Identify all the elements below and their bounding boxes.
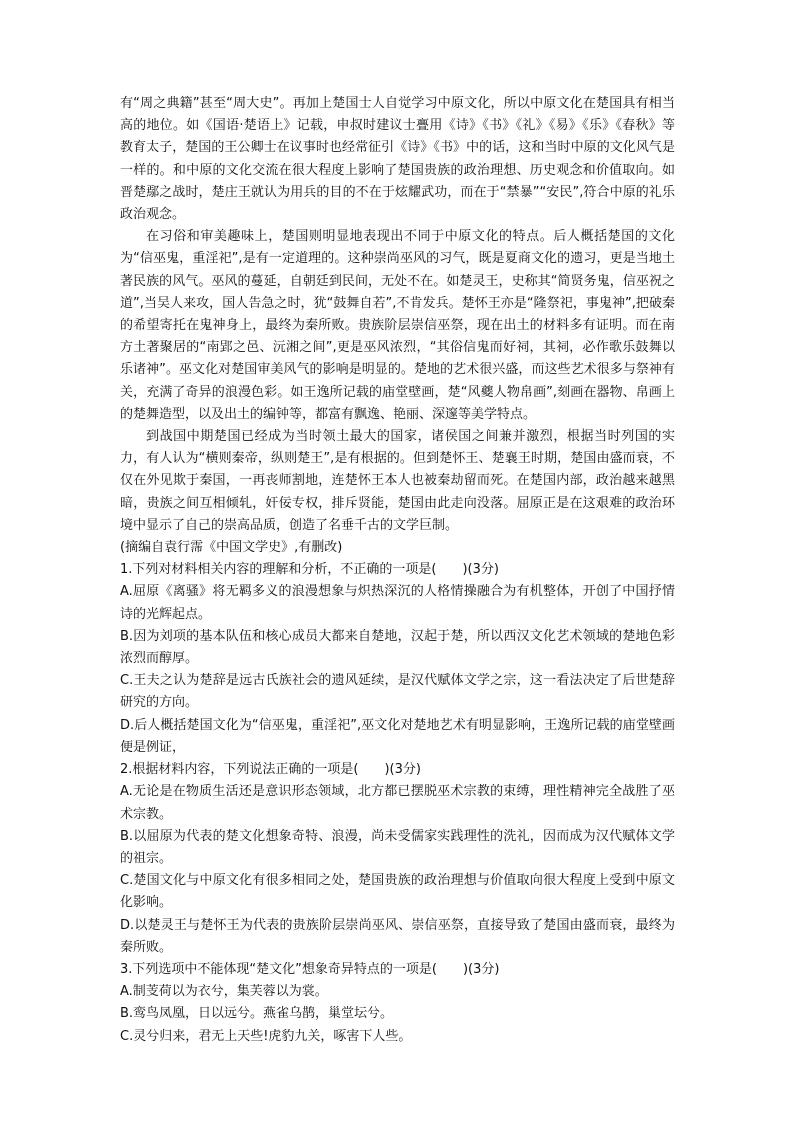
passage-paragraph-3: 到战国中期楚国已经成为当时领土最大的国家，诸侯国之间兼并激烈，根据当时列国的实力，有人认为“横则秦帝，纵则楚王”,是有根据的。但到楚怀王、楚襄王时期，楚国由盛而衰，不仅在外见欺于秦国，一再丧师割地，连楚怀王本人也被秦劫留而死。在楚国内部，政治越来越黑暗，贵族之间互相倾轧，奸佞专权，排斥贤能，楚国由此走向没落。屈原正是在这艰难的政治环境中显示了自己的崇高品质，创造了名垂千古的文学巨制。 (120, 429, 675, 533)
question-1-option-a: A.屈原《离骚》将无羁多义的浪漫想象与炽热深沉的人格情操融合为有机整体，开创了中国抒情诗的光辉起点。 (120, 584, 675, 622)
question-3-stem: 3.下列选项中不能体现“楚文化”想象奇异特点的一项是( )(3分) (120, 961, 500, 977)
question-2-option-d: D.以楚灵王与楚怀王为代表的贵族阶层崇尚巫风、崇信巫祭，直接导致了楚国由盛而衰，最终为秦所败。 (120, 917, 675, 955)
question-3-option-a: A.制芰荷以为衣兮，集芙蓉以为裳。 (120, 984, 328, 1000)
question-3-option-b: B.鸾鸟凤凰，日以远兮。燕雀乌鹊，巢堂坛兮。 (120, 1006, 394, 1022)
question-1-option-c: C.王夫之认为楚辞是远古氏族社会的遗风延续，是汉代赋体文学之宗，这一看法决定了后世楚辞研究的方向。 (120, 673, 675, 711)
passage-paragraph-1: 有“周之典籍”甚至“周大史”。再加上楚国士人自觉学习中原文化，所以中原文化在楚国具有相当高的地位。如《国语·楚语上》记载，申叔时建议士亹用《诗》《书》《礼》《易》《乐》《春秋》等教育太子，楚国的王公卿士在议事时也经常征引《诗》《书》中的话，这和当时中原的文化风气是一样的。和中原的文化交流在很大程度上影响了楚国贵族的政治理想、历史观念和价值取向。如晋楚鄢之战时，楚庄王就认为用兵的目的不在于炫耀武功，而在于“禁暴”“安民”,符合中原的礼乐政治观念。 (120, 96, 675, 223)
question-1-option-d: D.后人概括楚国文化为“信巫鬼，重淫祀”,巫文化对楚地艺术有明显影响，王逸所记载的庙堂壁画便是例证， (120, 717, 675, 755)
question-2-stem: 2.根据材料内容，下列说法正确的一项是( )(3分) (120, 762, 421, 778)
document-page (120, 93, 675, 1048)
question-1-option-b: B.因为刘项的基本队伍和核心成员大都来自楚地，汉起于楚，所以西汉文化艺术领域的楚地色彩浓烈而醇厚。 (120, 628, 675, 667)
question-2-option-a: A.无论是在物质生活还是意识形态领域，北方都已摆脱巫术宗教的束缚，理性精神完全战胜了巫术宗教。 (120, 784, 675, 822)
question-3-option-c: C.灵兮归来，君无上天些!虎豹九关，啄害下人些。 (120, 1028, 412, 1044)
question-2-option-b: B.以屈原为代表的楚文化想象奇特、浪漫，尚未受儒家实践理性的洗礼，因而成为汉代赋体文学的祖宗。 (120, 828, 675, 866)
passage-source: (摘编自袁行霈《中国文学史》,有删改) (120, 540, 343, 556)
passage-paragraph-2: 在习俗和审美趣味上，楚国则明显地表现出不同于中原文化的特点。后人概括楚国的文化为“信巫鬼，重淫祀”,是有一定道理的。这种崇尚巫风的习气，既是夏商文化的遗习，更是当地土著民族的风气。巫风的蔓延，自朝廷到民间，无处不在。如楚灵王，史称其“简贤务鬼，信巫祝之道”,当吴人来攻，国人告急之时，犹“鼓舞自若”,不肯发兵。楚怀王亦是“隆祭祀，事鬼神”,把破秦的希望寄托在鬼神身上，最终为秦所败。贵族阶层崇信巫祭，现在出土的材料多有证明。而在南方土著聚居的“南郢之邑、沅湘之间”,更是巫风浓烈，“其俗信鬼而好祠，其祠，必作歌乐鼓舞以乐诸神”。巫文化对楚国审美风气的影响是明显的。楚地的艺术很兴盛，而这些艺术很多与祭神有关，充满了奇异的浪漫色彩。如王逸所记载的庙堂壁画，楚“风夔人物帛画”,刻画在器物、帛画上的楚舞造型，以及出土的编钟等，都富有飘逸、艳丽、深邃等美学特点。 (120, 229, 675, 422)
question-2-option-c: C.楚国文化与中原文化有很多相同之处，楚国贵族的政治理想与价值取向很大程度上受到中原文化影响。 (120, 873, 675, 911)
question-1-stem: 1.下列对材料相关内容的理解和分析，不正确的一项是( )(3分) (120, 562, 499, 578)
